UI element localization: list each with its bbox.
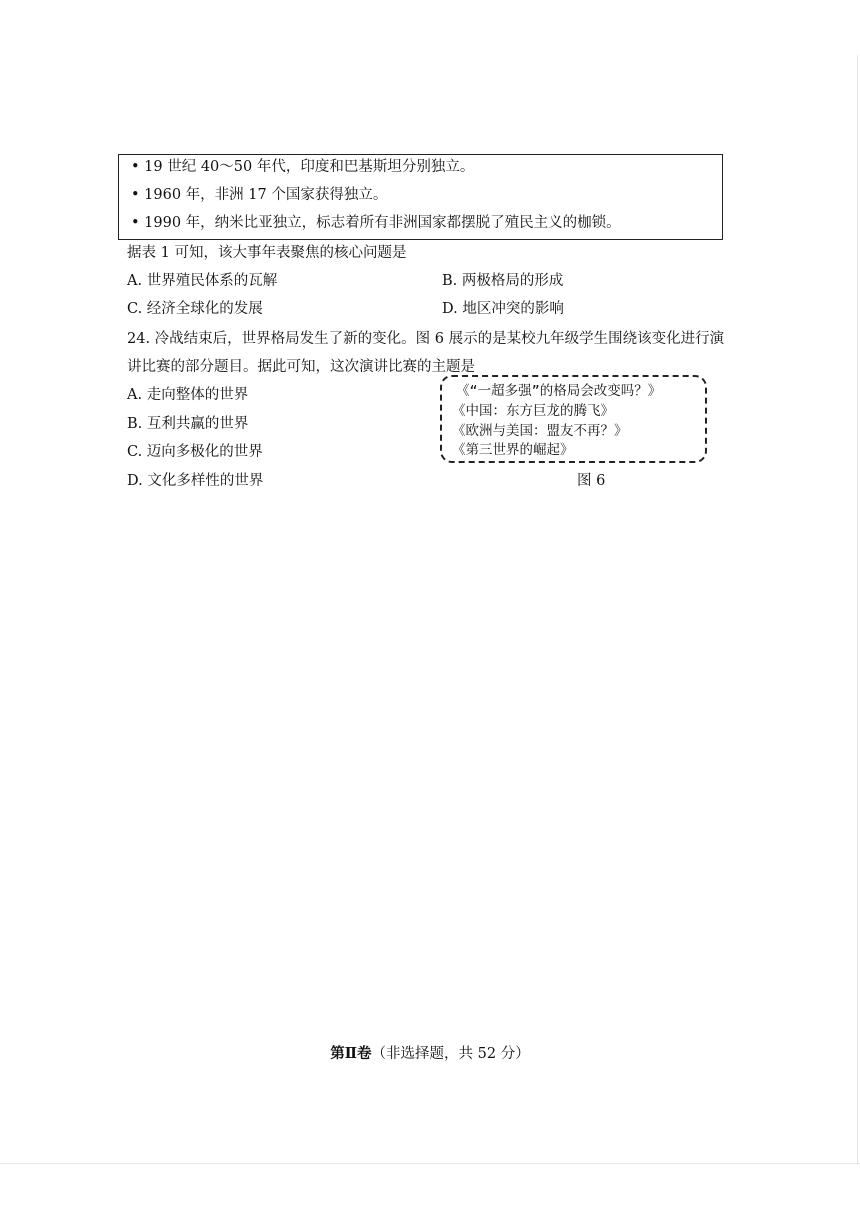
- section-title: [0, 1045, 860, 1063]
- section-title-bold: 第Ⅱ卷: [330, 1045, 372, 1062]
- q23-option-b: B. 两极格局的形成: [442, 273, 564, 289]
- page-edge-rule: [857, 55, 858, 1165]
- section-title-rest: （非选择题，共 52 分）: [371, 1046, 530, 1062]
- q23-option-c: C. 经济全球化的发展: [127, 301, 263, 317]
- q24-stem-line2: 讲比赛的部分题目。据此可知，这次演讲比赛的主题是: [127, 359, 475, 375]
- table-row: • 19 世纪 40～50 年代，印度和巴基斯坦分别独立。: [131, 159, 475, 175]
- speech-title: 《欧洲与美国：盟友不再？》: [452, 423, 628, 439]
- q24-option-a: A. 走向整体的世界: [127, 387, 249, 403]
- table-row: • 1990 年，纳米比亚独立，标志着所有非洲国家都摆脱了殖民主义的枷锁。: [131, 215, 621, 231]
- figure-caption: 图 6: [577, 473, 606, 489]
- q24-option-c: C. 迈向多极化的世界: [127, 444, 263, 460]
- q23-option-d: D. 地区冲突的影响: [442, 301, 564, 317]
- q24-option-b: B. 互利共赢的世界: [127, 416, 249, 432]
- speech-titles-figure: [440, 375, 707, 463]
- speech-title: 《“一超多强”的格局会改变吗？》: [456, 383, 662, 399]
- page-bottom-rule: [0, 1163, 860, 1164]
- speech-title: 《中国：东方巨龙的腾飞》: [452, 403, 614, 419]
- table-row: • 1960 年，非洲 17 个国家获得独立。: [131, 187, 388, 203]
- speech-title: 《第三世界的崛起》: [452, 442, 574, 458]
- events-table: [118, 154, 723, 240]
- q23-option-a: A. 世界殖民体系的瓦解: [127, 273, 278, 289]
- q23-stem: 据表 1 可知，该大事年表聚焦的核心问题是: [127, 245, 407, 261]
- q24-option-d: D. 文化多样性的世界: [127, 473, 264, 489]
- q24-stem-line1: 24. 冷战结束后，世界格局发生了新的变化。图 6 展示的是某校九年级学生围绕该变化进行演: [127, 331, 725, 347]
